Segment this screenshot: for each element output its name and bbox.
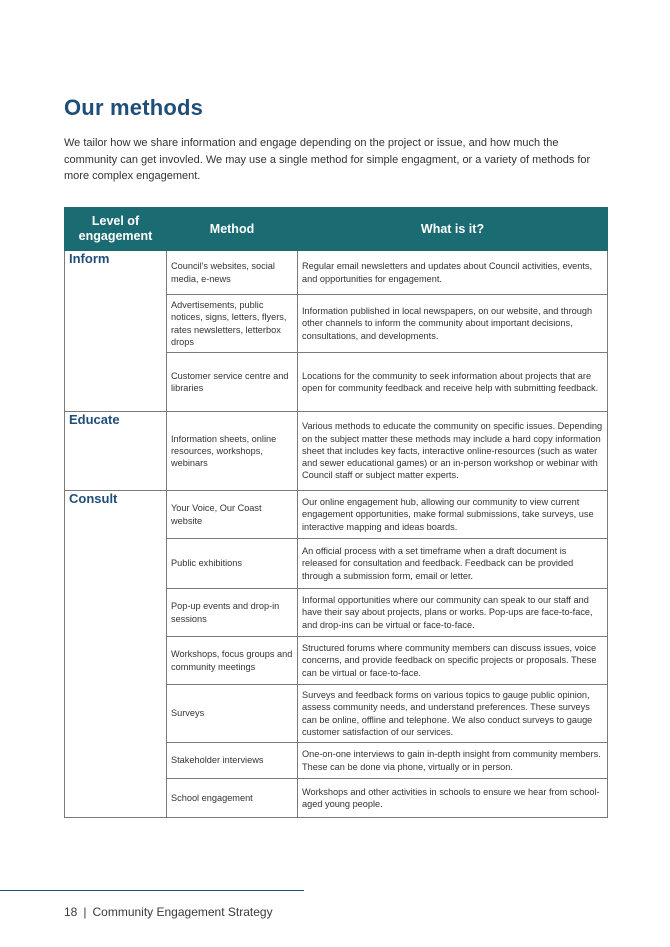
level-consult: Consult xyxy=(65,491,167,818)
method-cell: Public exhibitions xyxy=(167,539,298,589)
level-inform: Inform xyxy=(65,251,167,412)
page-title: Our methods xyxy=(64,95,204,120)
description-cell: Our online engagement hub, allowing our community to view current engagement opportunities, make formal submissions, take surveys, use interactive mapping and ideas boards. xyxy=(298,491,608,539)
description-cell: Structured forums where community members can discuss issues, voice concerns, and provide feedback on specific projects or proposals. These can be virtual or face-to-face. xyxy=(298,637,608,685)
page-footer xyxy=(64,905,273,919)
footer-divider xyxy=(0,890,304,891)
description-cell: Information published in local newspapers, on our website, and through other channels to inform the community about important decisions, consultations, and developments. xyxy=(298,295,608,353)
description-cell: Various methods to educate the community on specific issues. Depending on the subject matter these methods may include a hard copy information sheet that includes key facts, interactive online-resources (such as water and sewer educational games) or an in-person workshop or webinar with Council staff or subject matter experts. xyxy=(298,412,608,491)
description-cell: Locations for the community to seek information about projects that are open for community feedback and receive help with submitting feedback. xyxy=(298,353,608,412)
method-cell: Customer service centre and libraries xyxy=(167,353,298,412)
method-cell: Council's websites, social media, e-news xyxy=(167,251,298,295)
method-cell: Advertisements, public notices, signs, letters, flyers, rates newsletters, letterbox drops xyxy=(167,295,298,353)
methods-table xyxy=(64,207,608,818)
table-row xyxy=(65,491,608,539)
header-level: Level of engagement xyxy=(65,208,167,251)
level-educate: Educate xyxy=(65,412,167,491)
intro-paragraph: We tailor how we share information and engage depending on the project or issue, and how much the community can get invovled. We may use a single method for simple engagment, or a variety of methods for more complex engagement. xyxy=(64,137,591,182)
table-header-row xyxy=(65,208,608,251)
method-cell: Your Voice, Our Coast website xyxy=(167,491,298,539)
description-cell: One-on-one interviews to gain in-depth insight from community members. These can be done via phone, virtually or in person. xyxy=(298,743,608,779)
header-method: Method xyxy=(167,208,298,251)
description-cell: An official process with a set timeframe when a draft document is released for consultation and feedback. Feedback can be provided through a submission form, email or letter. xyxy=(298,539,608,589)
description-cell: Workshops and other activities in schools to ensure we hear from school-aged young people. xyxy=(298,779,608,818)
document-title: Community Engagement Strategy xyxy=(92,905,273,919)
header-what: What is it? xyxy=(298,208,608,251)
table-row xyxy=(65,251,608,295)
method-cell: Workshops, focus groups and community meetings xyxy=(167,637,298,685)
method-cell: Stakeholder interviews xyxy=(167,743,298,779)
method-cell: School engagement xyxy=(167,779,298,818)
description-cell: Informal opportunities where our community can speak to our staff and have their say about projects, plans or works. Pop-ups are face-to-face, and drop-ins can be virtual or face-to-face. xyxy=(298,589,608,637)
method-cell: Pop-up events and drop-in sessions xyxy=(167,589,298,637)
description-cell: Surveys and feedback forms on various topics to gauge public opinion, assess community needs, and understand preferences. These surveys can be online, offline and telephone. We also conduct surveys to gauge customer satisfaction of our services. xyxy=(298,685,608,743)
page-number: 18 xyxy=(64,905,78,919)
method-cell: Surveys xyxy=(167,685,298,743)
footer-separator: | xyxy=(83,905,87,919)
method-cell: Information sheets, online resources, workshops, webinars xyxy=(167,412,298,491)
description-cell: Regular email newsletters and updates about Council activities, events, and opportunities for engagement. xyxy=(298,251,608,295)
table-row xyxy=(65,412,608,491)
